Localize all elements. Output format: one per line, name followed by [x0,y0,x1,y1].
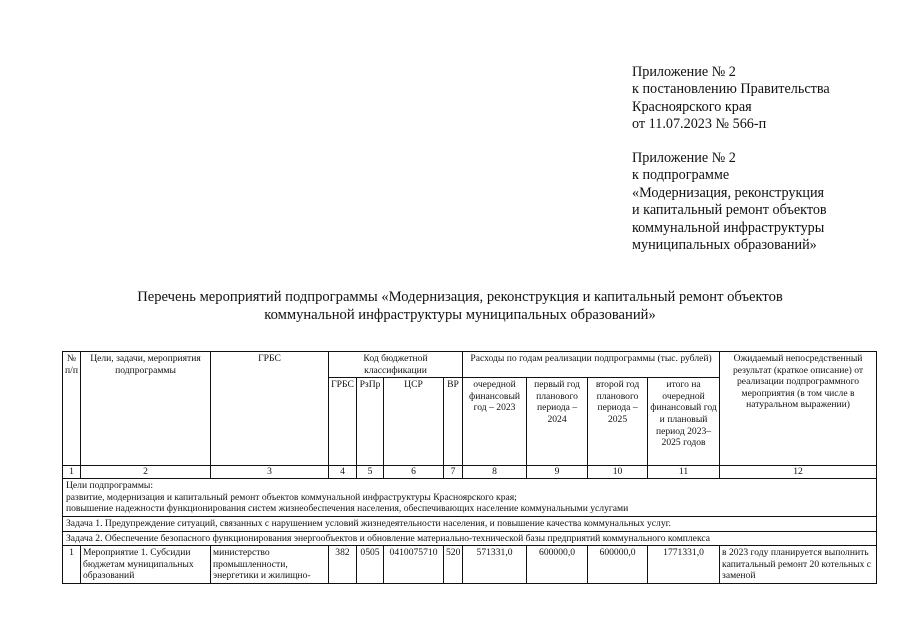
row-vr: 520 [444,546,463,584]
annex-subprogram-line: и капитальный ремонт объектов [632,202,827,219]
header-result: Ожидаемый непосредственный результат (краткое описание) от реализации подпрограммного мероприятия (в том числе в натуральном выражении) [720,352,877,466]
header-sub-y2024: первый год планового периода – 2024 [527,378,588,466]
annex-subprogram-line: к подпрограмме [632,167,730,184]
annex-subprogram-line: «Модернизация, реконструкция [632,184,825,201]
header-sub-csr: ЦСР [384,378,444,466]
title-line: Перечень мероприятий подпрограммы «Модернизация, реконструкция и капитальный ремонт объектов [137,289,783,305]
row-activity: Мероприятие 1. Субсидии бюджетам муниципальных образований [81,546,211,584]
annex-subprogram-line: коммунальной инфраструктуры [632,219,825,236]
task2-row [63,531,877,546]
row-rzpr: 0505 [357,546,384,584]
annex-subprogram-line: Приложение № 2 [632,150,736,166]
row-y2023: 571331,0 [463,546,527,584]
row-grbs-name: министерство промышленности, энергетики и жилищно- [211,546,329,584]
task1-row [63,516,877,531]
col-number: 9 [527,466,588,479]
header-grbs-name: ГРБС [211,352,329,466]
annex-subprogram-block [632,150,827,254]
document-title [60,288,860,324]
row-y2024: 600000,0 [527,546,588,584]
annex-resolution-line: от 11.07.2023 № 566-п [632,116,767,133]
col-number: 12 [720,466,877,479]
goals-cell [63,479,877,517]
title-line: коммунальной инфраструктуры муниципальных образований» [264,307,656,323]
col-number: 8 [463,466,527,479]
col-number: 1 [63,466,81,479]
annex-resolution-line: к постановлению Правительства [632,81,830,98]
row-result: в 2023 году планируется выполнить капитальный ремонт 20 котельных с заменой [720,546,877,584]
header-budget-code: Код бюджетной классификации [329,352,463,378]
header-goals: Цели, задачи, мероприятия подпрограммы [81,352,211,466]
col-number: 4 [329,466,357,479]
col-number: 2 [81,466,211,479]
goals-line: Цели подпрограммы: [66,480,154,492]
col-number: 11 [648,466,720,479]
row-csr: 0410075710 [384,546,444,584]
row-num: 1 [63,546,81,584]
row-total: 1771331,0 [648,546,720,584]
header-expenses: Расходы по годам реализации подпрограммы (тыс. рублей) [463,352,720,378]
table-row [63,546,877,584]
header-sub-y2023: очередной финансовый год – 2023 [463,378,527,466]
annex-subprogram-line: муниципальных образований» [632,237,817,254]
header-sub-total: итого на очередной финансовый год и плановый период 2023–2025 годов [648,378,720,466]
header-sub-rzpr: РзПр [357,378,384,466]
activities-table [62,351,877,584]
col-number: 3 [211,466,329,479]
annex-resolution-line: Приложение № 2 [632,64,736,80]
header-row-top [63,352,877,378]
task1-cell: Задача 1. Предупреждение ситуаций, связанных с нарушением условий жизнедеятельности населения, и повышение качества коммунальных услуг. [63,516,877,531]
activities-table-wrap [62,351,876,584]
header-sub-vr: ВР [444,378,463,466]
col-number: 5 [357,466,384,479]
row-grbs: 382 [329,546,357,584]
task2-cell: Задача 2. Обеспечение безопасного функционирования энергообъектов и обновление материально-технической базы предприятий коммунального комплекса [63,531,877,546]
goals-line: развитие, модернизация и капитальный ремонт объектов коммунальной инфраструктуры Красноярского края; [66,491,517,503]
header-sub-grbs: ГРБС [329,378,357,466]
annex-resolution-line: Красноярского края [632,98,752,115]
col-number: 10 [588,466,648,479]
col-number: 6 [384,466,444,479]
header-sub-y2025: второй год планового периода – 2025 [588,378,648,466]
header-num: № п/п [63,352,81,466]
goals-row [63,479,877,517]
goals-line: повышение надежности функционирования систем жизнеобеспечения населения, обеспечивающих население коммунальными услугами [66,503,629,515]
annex-resolution-block [632,64,830,134]
column-number-row [63,466,877,479]
col-number: 7 [444,466,463,479]
row-y2025: 600000,0 [588,546,648,584]
